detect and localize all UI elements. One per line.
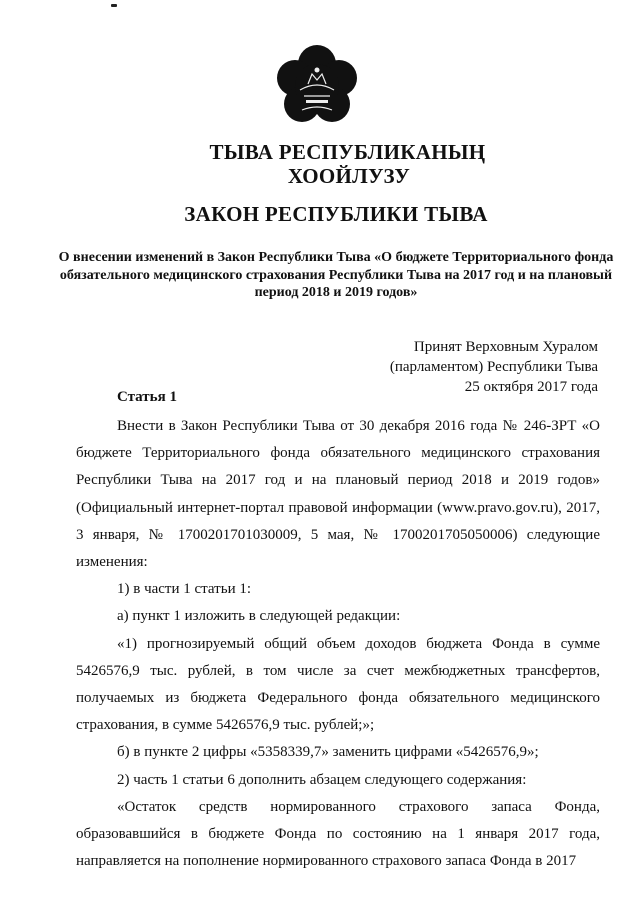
scan-speck (111, 4, 117, 7)
law-subtitle: О внесении изменений в Закон Республики Тыва «О бюджете Территориального фонда обязательного медицинского страхования Республики Тыва на 2017 год и на плановый период 2018 и 2019 годов» (58, 250, 614, 300)
article-body (76, 413, 600, 875)
paragraph: «Остаток средств нормированного страхового запаса Фонда, образовавшийся в бюджете Фонда по состоянию на 1 января 2017 года, направляется на пополнение нормированного страхового запаса Фонда в 2017 (76, 798, 600, 870)
paragraph: Внести в Закон Республики Тыва от 30 декабря 2016 года № 246-ЗРТ «О бюджете Территориального фонда обязательного медицинского страхования Республики Тыва на 2017 год и на плановый период 2018 и 2019 годов» (Официальный интернет-портал правовой информации (www.pravo.gov.ru), 2017, 3 января, № 1700201701030009, 5 мая, № 1700201705050006) следующие изменения: (76, 418, 600, 571)
adoption-line3: 25 октября 2017 года (464, 379, 598, 395)
paragraph: 1) в части 1 статьи 1: (117, 581, 252, 598)
paragraph: б) в пункте 2 цифры «5358339,7» заменить цифрами «5426576,9»; (117, 744, 539, 761)
paragraph: а) пункт 1 изложить в следующей редакции: (117, 608, 401, 625)
article-heading: Статья 1 (117, 389, 177, 405)
tyva-coat-of-arms-icon (272, 44, 362, 126)
adoption-line2: (парламентом) Республики Тыва (389, 359, 598, 375)
paragraph: «1) прогнозируемый общий объем доходов бюджета Фонда в сумме 5426576,9 тыс. рублей, в том числе за счет межбюджетных трансфертов, получаемых из бюджета Федерального фонда обязательного медицинского страхования, в сумме 5426576,9 тыс. рублей;»; (76, 635, 600, 734)
adoption-note (390, 337, 598, 397)
tyva-title (0, 140, 640, 188)
law-title: ЗАКОН РЕСПУБЛИКИ ТЫВА (184, 202, 488, 226)
adoption-line1: Принят Верховным Хуралом (413, 339, 598, 355)
tyva-title-line1: ТЫВА РЕСПУБЛИКАНЫҢ (209, 140, 486, 164)
paragraph: 2) часть 1 статьи 6 дополнить абзацем следующего содержания: (117, 771, 527, 788)
tyva-title-line2: ХООЙЛУЗУ (287, 164, 411, 188)
